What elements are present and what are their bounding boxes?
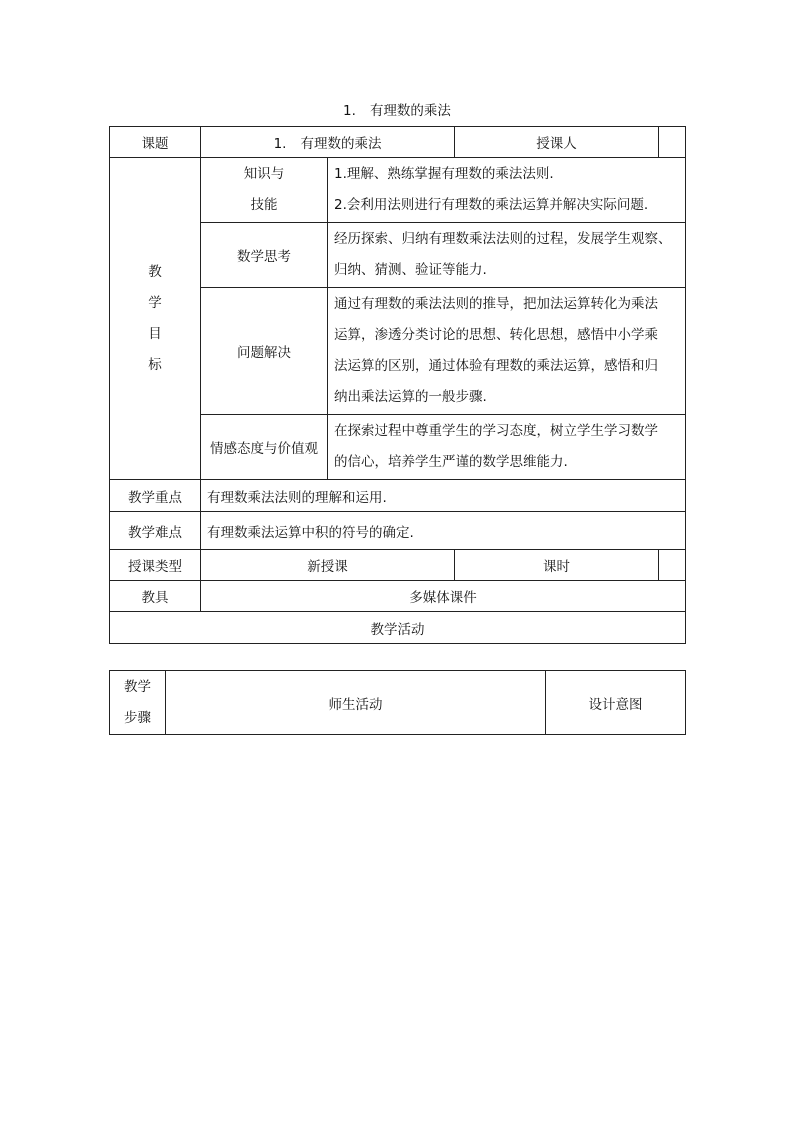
- lesson-plan-table: [109, 126, 686, 644]
- math-thinking-content: [328, 223, 686, 288]
- key-point-label: 教学重点: [110, 480, 201, 512]
- problem-solving-line: 纳出乘法运算的一般步骤.: [334, 389, 487, 405]
- problem-solving-line: 通过有理数的乘法法则的推导，把加法运算转化为乘法: [334, 296, 658, 312]
- lesson-type-value: 新授课: [201, 550, 455, 581]
- teacher-label: 授课人: [455, 127, 659, 158]
- attitude-line: 的信心，培养学生严谨的数学思维能力.: [334, 454, 568, 470]
- subject-value: 有理数的乘法: [300, 136, 382, 152]
- intent-label: 设计意图: [546, 671, 686, 735]
- key-point-row: [110, 480, 686, 512]
- subject-number: 1.: [273, 136, 287, 152]
- difficulty-row: [110, 512, 686, 550]
- subject-value-cell: [201, 127, 455, 158]
- problem-solving-label: 问题解决: [201, 288, 328, 415]
- tools-row: [110, 581, 686, 612]
- activities-label: 教学活动: [110, 612, 686, 644]
- problem-solving-line: 法运算的区别，通过体验有理数的乘法运算，感悟和归: [334, 358, 658, 374]
- attitude-label: 情感态度与价值观: [201, 415, 328, 480]
- teacher-value: [659, 127, 686, 158]
- steps-header-row: [110, 671, 686, 735]
- difficulty-value: 有理数乘法运算中积的符号的确定.: [201, 512, 686, 550]
- knowledge-content: [328, 158, 686, 223]
- knowledge-label-line: 技能: [250, 197, 278, 213]
- tools-value: 多媒体课件: [201, 581, 686, 612]
- key-point-value: 有理数乘法法则的理解和运用.: [201, 480, 686, 512]
- document-title-text: 有理数的乘法: [369, 103, 451, 119]
- attitude-line: 在探索过程中尊重学生的学习态度，树立学生学习数学: [334, 423, 658, 439]
- subject-label: 课题: [110, 127, 201, 158]
- objective-row-knowledge: [110, 158, 686, 223]
- objectives-label: [110, 158, 201, 480]
- objectives-label-char: 标: [148, 356, 162, 373]
- document-title: [0, 101, 794, 121]
- math-thinking-line: 归纳、猜测、验证等能力.: [334, 262, 487, 278]
- problem-solving-line: 运算，渗透分类讨论的思想、转化思想，感悟中小学乘: [334, 327, 658, 343]
- knowledge-line: 2.会利用法则进行有理数的乘法运算并解决实际问题.: [334, 197, 649, 213]
- knowledge-label-line: 知识与: [243, 166, 285, 182]
- activities-row: [110, 612, 686, 644]
- math-thinking-label: 数学思考: [201, 223, 328, 288]
- objectives-label-char: 教: [148, 263, 162, 280]
- knowledge-line: 1.理解、熟练掌握有理数的乘法法则.: [334, 166, 554, 182]
- period-label: 课时: [455, 550, 659, 581]
- problem-solving-content: [328, 288, 686, 415]
- lesson-type-label: 授课类型: [110, 550, 201, 581]
- objectives-label-char: 目: [148, 325, 162, 342]
- knowledge-label: [201, 158, 328, 223]
- subject-row: [110, 127, 686, 158]
- lesson-type-row: [110, 550, 686, 581]
- step-label-line: 步骤: [124, 709, 151, 726]
- document-title-number: 1.: [343, 103, 356, 119]
- tools-label: 教具: [110, 581, 201, 612]
- step-label-line: 教学: [124, 678, 151, 695]
- period-value: [659, 550, 686, 581]
- difficulty-label: 教学难点: [110, 512, 201, 550]
- step-label: [110, 671, 166, 735]
- teaching-steps-table: [109, 670, 686, 735]
- objectives-label-char: 学: [148, 294, 162, 311]
- math-thinking-line: 经历探索、归纳有理数乘法法则的过程，发展学生观察、: [334, 231, 672, 247]
- attitude-content: [328, 415, 686, 480]
- activity-label: 师生活动: [166, 671, 546, 735]
